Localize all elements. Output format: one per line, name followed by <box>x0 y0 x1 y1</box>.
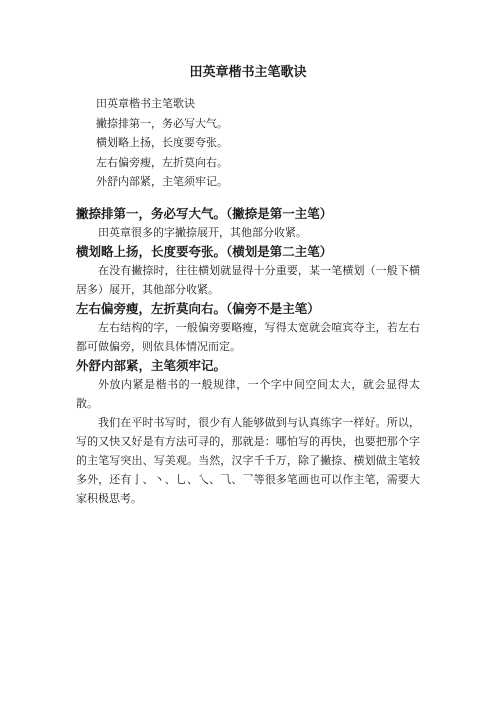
intro-line: 田英章楷书主笔歌诀 <box>96 97 195 110</box>
section-heading: 左右偏旁瘦，左折莫向右。（偏旁不是主笔） <box>76 300 320 316</box>
section-heading: 外舒内部紧，主笔须牢记。 <box>76 357 227 373</box>
section-paragraph: 我们在平时书写时，很少有人能够做到与认真练字一样好。所以，写的又快又好是有方法可寻的，那就是：哪怕写的再快，也要把那个字的主笔写突出、写美观。当然，汉字千千万，除了撇捺、横划做主笔较多外，还有亅、丶、乚、乀、⺄、乛等很多笔画也可以作主笔，需要大家积极思考。 <box>76 415 420 505</box>
section-paragraph: 在没有撇捺时，往往横划就显得十分重要，某一笔横划（一般下横居多）展开，其他部分收紧。 <box>76 263 420 296</box>
section-1 <box>76 204 420 242</box>
intro-verse <box>76 94 420 192</box>
section-heading: 撇捺排第一，务必写大气。（撇捺是第一主笔） <box>76 205 333 221</box>
intro-line: 横划略上扬，长度要夸张。 <box>96 136 228 149</box>
section-4 <box>76 356 420 508</box>
section-paragraph: 外放内紧是楷书的一般规律，一个字中间空间太大，就会显得太散。 <box>76 377 420 410</box>
intro-line: 外舒内部紧，主笔须牢记。 <box>96 175 228 188</box>
section-3 <box>76 299 420 356</box>
section-heading: 横划略上扬，长度要夸张。（横划是第二主笔） <box>76 243 333 259</box>
section-2 <box>76 242 420 299</box>
intro-line: 左右偏旁瘦，左折莫向右。 <box>96 155 228 169</box>
section-paragraph: 田英章很多的字撇捺展开，其他部分收紧。 <box>98 225 307 239</box>
section-paragraph: 左右结构的字，一般偏旁要略瘦，写得太宽就会喧宾夺主，若左右都可做偏旁，则依具体情况而定。 <box>76 320 420 353</box>
document-title: 田英章楷书主笔歌诀 <box>189 65 307 80</box>
intro-line: 撇捺排第一，务必写大气。 <box>96 116 228 130</box>
